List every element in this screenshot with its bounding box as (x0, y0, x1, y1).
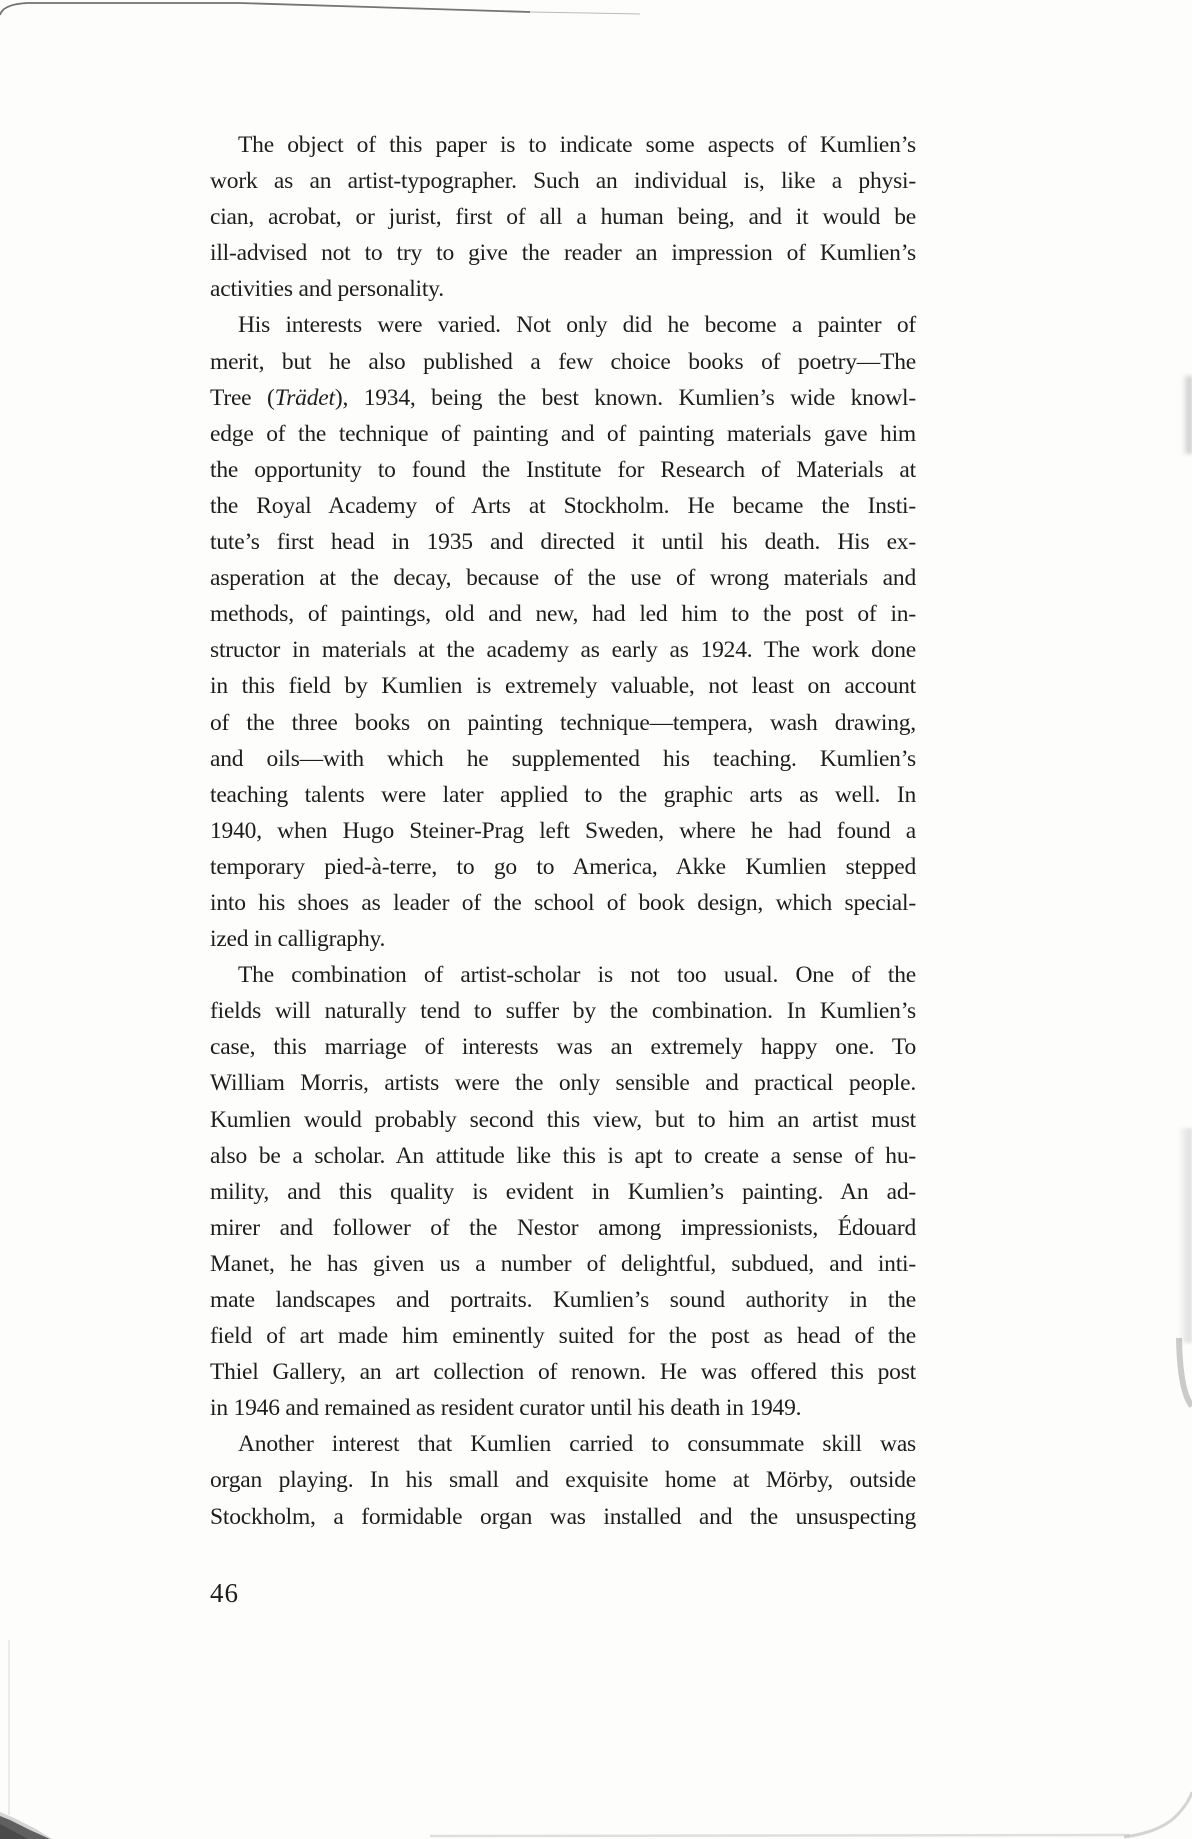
text-line: work as an artist-typographer. Such an individual is, like a physi- (210, 168, 916, 195)
text-line: the Royal Academy of Arts at Stockholm. He became the Insti- (210, 492, 916, 519)
scan-bottom-edge-shade (430, 1835, 1130, 1836)
text-line: cian, acrobat, or jurist, first of all a human being, and it would be (210, 204, 916, 231)
text-line: field of art made him eminently suited for the post as head of the (210, 1323, 916, 1350)
text-line: also be a scholar. An attitude like this is apt to create a sense of hu- (210, 1142, 916, 1169)
text-line: Thiel Gallery, an art collection of renown. He was offered this post (210, 1359, 916, 1386)
text-line: merit, but he also published a few choice books of poetry—The (210, 348, 916, 375)
text-line: 1940, when Hugo Steiner-Prag left Sweden, where he had found a (210, 817, 916, 844)
text-line: in 1946 and remained as resident curator until his death in 1949. (210, 1395, 802, 1422)
text-line: activities and personality. (210, 276, 444, 303)
text-line: mility, and this quality is evident in Kumlien’s painting. An ad- (210, 1178, 916, 1205)
paragraph-2 (210, 307, 916, 957)
text-line: of the three books on painting technique—tempera, wash drawing, (210, 709, 916, 736)
text-line: in this field by Kumlien is extremely valuable, not least on account (210, 673, 916, 700)
text-line: organ playing. In his small and exquisite home at Mörby, outside (210, 1467, 916, 1494)
text-line: William Morris, artists were the only sensible and practical people. (210, 1070, 916, 1097)
scan-page-curl-right (1178, 1128, 1192, 1343)
scan-curl-hook-right (1179, 1338, 1192, 1406)
scan-corner-shadow-bottom-left (0, 1816, 50, 1839)
text-line: mate landscapes and portraits. Kumlien’s sound authority in the (210, 1287, 916, 1313)
text-line: Manet, he has given us a number of delightful, subdued, and inti- (210, 1250, 916, 1277)
text-line: structor in materials at the academy as early as 1924. The work done (210, 637, 916, 664)
text-line: teaching talents were later applied to the graphic arts as well. In (210, 781, 916, 808)
paragraph-4 (210, 1426, 916, 1534)
scan-corner-bottom-right (1124, 1792, 1192, 1837)
text-line: temporary pied-à-terre, to go to America, Akke Kumlien stepped (210, 853, 916, 880)
text-line: tute’s first head in 1935 and directed it until his death. His ex- (210, 529, 916, 556)
scan-smudge-right-upper (1182, 376, 1192, 454)
paragraph-3 (210, 957, 916, 1426)
text-line: His interests were varied. Not only did he become a painter of (238, 312, 916, 339)
paragraph-1 (210, 127, 916, 307)
page-number: 46 (210, 1578, 239, 1608)
text-line: mirer and follower of the Nestor among impressionists, Édouard (210, 1214, 916, 1241)
scan-top-edge-line (0, 3, 530, 15)
text-line: ill-advised not to try to give the reader an impression of Kumlien’s (210, 240, 916, 267)
text-line: fields will naturally tend to suffer by the combination. In Kumlien’s (210, 998, 916, 1025)
text-line: The object of this paper is to indicate some aspects of Kumlien’s (238, 132, 916, 158)
text-line: The combination of artist-scholar is not too usual. One of the (238, 962, 916, 989)
text-line: into his shoes as leader of the school of book design, which special- (210, 889, 916, 916)
scan-corner-shadow-bottom-left-soft (0, 1812, 52, 1839)
text-line: and oils—with which he supplemented his teaching. Kumlien’s (210, 745, 916, 772)
text-line: Stockholm, a formidable organ was installed and the unsuspecting (210, 1503, 916, 1530)
text-line: Another interest that Kumlien carried to consummate skill was (238, 1431, 916, 1458)
text-line: edge of the technique of painting and of painting materials gave him (210, 420, 916, 447)
text-line: the opportunity to found the Institute for Research of Materials at (210, 456, 916, 483)
text-line: Kumlien would probably second this view, but to him an artist must (210, 1106, 916, 1133)
text-line: Tree (Trädet), 1934, being the best known. Kumlien’s wide knowl- (210, 384, 916, 411)
text-line: ized in calligraphy. (210, 926, 386, 953)
text-line: methods, of paintings, old and new, had led him to the post of in- (210, 601, 916, 628)
body-text (210, 127, 916, 1535)
scan-top-edge-line-faint (240, 3, 640, 14)
text-line: asperation at the decay, because of the use of wrong materials and (210, 565, 916, 592)
text-line: case, this marriage of interests was an extremely happy one. To (210, 1034, 916, 1061)
